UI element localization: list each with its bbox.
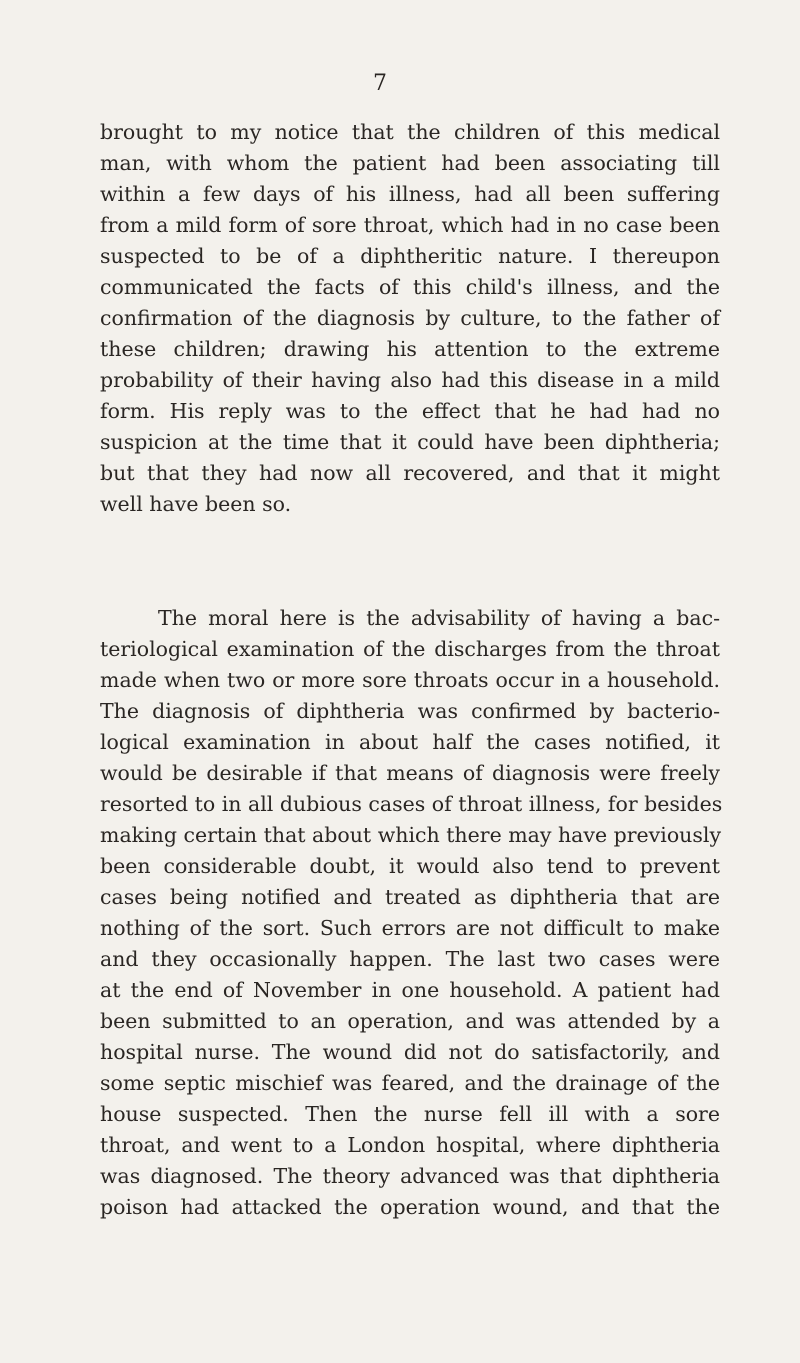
text-line: man, with whom the patient had been associating till xyxy=(100,151,720,175)
paragraph-1 xyxy=(100,117,720,520)
text-line: making certain that about which there may have previously xyxy=(100,823,722,847)
text-line: from a mild form of sore throat, which had in no case been xyxy=(100,213,720,237)
text-line: at the end of November in one household. A patient had xyxy=(100,978,720,1002)
text-line: been considerable doubt, it would also tend to prevent xyxy=(100,854,720,878)
page-number: 7 xyxy=(373,71,387,96)
text-line: The diagnosis of diphtheria was confirmed by bacterio- xyxy=(100,699,720,723)
text-line: teriological examination of the discharges from the throat xyxy=(100,637,720,661)
text-line: communicated the facts of this child's illness, and the xyxy=(100,275,720,299)
text-line: house suspected. Then the nurse fell ill with a sore xyxy=(100,1102,720,1126)
text-line: suspicion at the time that it could have been diphtheria; xyxy=(100,430,720,454)
text-line: within a few days of his illness, had all been suffering xyxy=(100,182,720,206)
text-line: throat, and went to a London hospital, where diphtheria xyxy=(100,1133,720,1157)
text-line: would be desirable if that means of diagnosis were freely xyxy=(100,761,720,785)
text-line: some septic mischief was feared, and the drainage of the xyxy=(100,1071,720,1095)
text-line: form. His reply was to the effect that he had had no xyxy=(100,399,720,423)
text-line: logical examination in about half the cases notified, it xyxy=(100,730,720,754)
text-line: brought to my notice that the children of this medical xyxy=(100,120,720,144)
text-line: these children; drawing his attention to the extreme xyxy=(100,337,720,361)
text-line: been submitted to an operation, and was attended by a xyxy=(100,1009,720,1033)
text-line: nothing of the sort. Such errors are not difficult to make xyxy=(100,916,720,940)
text-line: hospital nurse. The wound did not do satisfactorily, and xyxy=(100,1040,720,1064)
text-line: resorted to in all dubious cases of throat illness, for besides xyxy=(100,792,723,816)
text-line: and they occasionally happen. The last two cases were xyxy=(100,947,720,971)
text-line: was diagnosed. The theory advanced was that diphtheria xyxy=(100,1164,720,1188)
text-line: probability of their having also had this disease in a mild xyxy=(100,368,720,392)
text-line: cases being notified and treated as diphtheria that are xyxy=(100,885,720,909)
text-line: but that they had now all recovered, and that it might xyxy=(100,461,720,485)
paragraph-2 xyxy=(100,603,723,1223)
text-line: suspected to be of a diphtheritic nature. I thereupon xyxy=(100,244,720,268)
text-line: made when two or more sore throats occur in a household. xyxy=(100,668,720,692)
text-line: confirmation of the diagnosis by culture, to the father of xyxy=(100,306,720,330)
text-line: well have been so. xyxy=(100,492,292,516)
text-line: The moral here is the advisability of having a bac- xyxy=(158,606,720,630)
text-line: poison had attacked the operation wound, and that the xyxy=(100,1195,720,1219)
